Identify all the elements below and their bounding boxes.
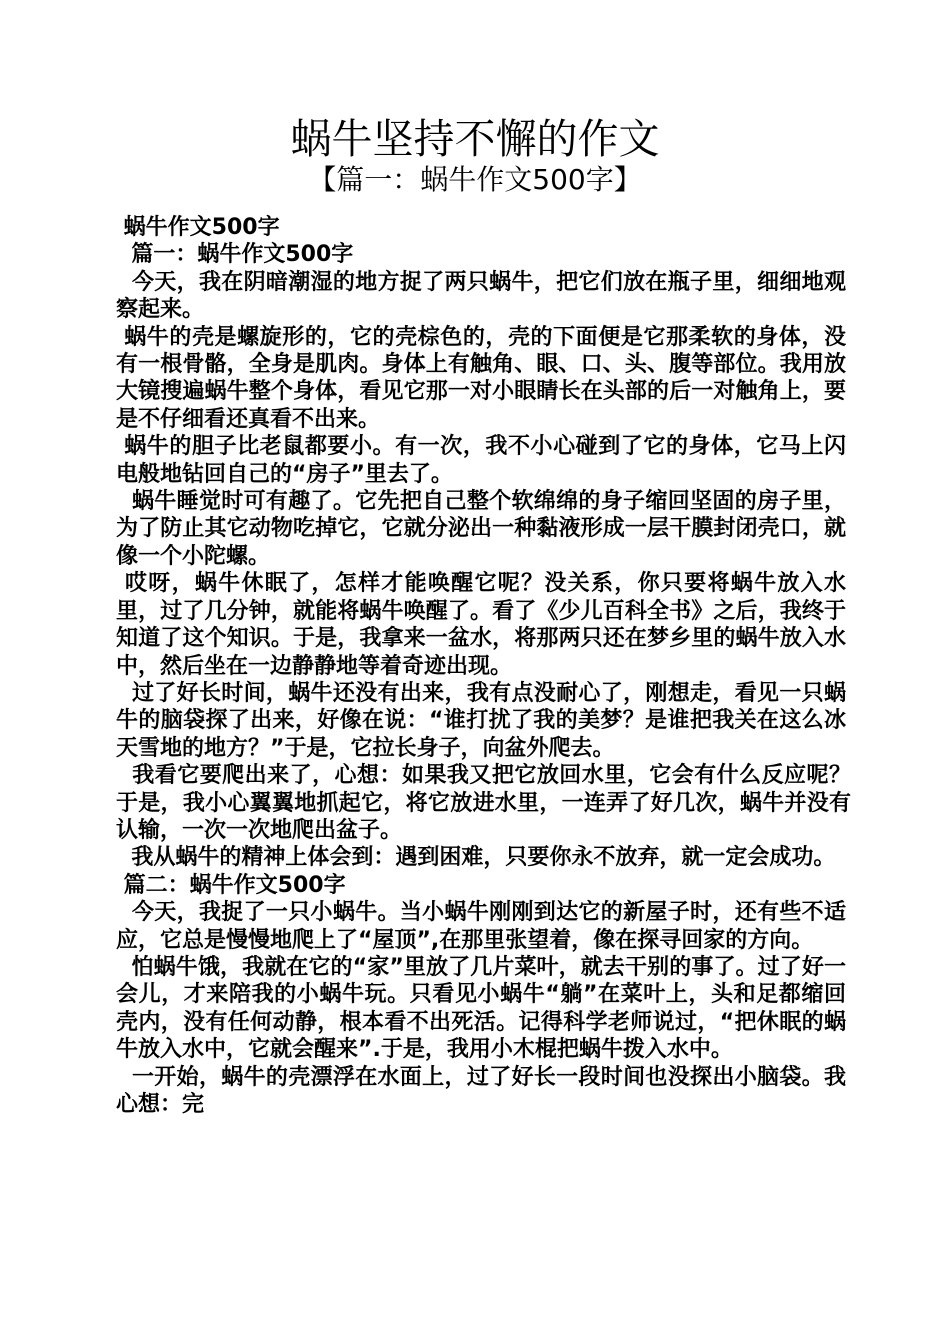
paragraph: 今天，我在阴暗潮湿的地方捉了两只蜗牛，把它们放在瓶子里，细细地观察起来。 — [116, 269, 846, 323]
paragraph: 怕蜗牛饿，我就在它的“家”里放了几片菜叶，就去干别的事了。过了好一会儿，才来陪我的小蜗牛玩。只看见小蜗牛“躺”在菜叶上，头和足都缩回壳内，没有任何动静，根本看不出死活。记得科学老师说过，“把休眠的蜗牛放入水中，它就会醒来”.于是，我用小木棍把蜗牛拨入水中。 — [116, 954, 846, 1063]
paragraph-heading: 蜗牛作文500字 — [116, 215, 280, 240]
paragraph-section-heading: 篇一：蜗牛作文500字 — [116, 242, 354, 268]
paragraph: 蜗牛的壳是螺旋形的，它的壳棕色的，壳的下面便是它那柔软的身体，没有一根骨骼，全身是肌肉。身体上有触角、眼、口、头、腹等部位。我用放大镜搜遍蜗牛整个身体，看见它那一对小眼睛长在头部的后一对触角上，要是不仔细看还真看不出来。 — [116, 324, 846, 432]
paragraph: 我从蜗牛的精神上体会到：遇到困难，只要你永不放弃，就一定会成功。 — [116, 845, 836, 871]
paragraph: 蜗牛睡觉时可有趣了。它先把自己整个软绵绵的身子缩回坚固的房子里，为了防止其它动物吃掉它，它就分泌出一种黏液形成一层干膜封闭壳口，就像一个小陀螺。 — [116, 489, 846, 569]
paragraph: 一开始，蜗牛的壳漂浮在水面上，过了好长一段时间也没探出小脑袋。我心想：完 — [116, 1064, 846, 1117]
document-subtitle: 【篇一：蜗牛作文500字】 — [308, 163, 642, 196]
paragraph: 过了好长时间，蜗牛还没有出来，我有点没耐心了，刚想走，看见一只蜗牛的脑袋探了出来，好像在说：“谁打扰了我的美梦？是谁把我关在这么冰天雪地的地方？”于是，它拉长身子，向盆外爬去。 — [116, 680, 846, 761]
paragraph: 哎呀，蜗牛休眠了，怎样才能唤醒它呢？没关系，你只要将蜗牛放入水里，过了几分钟，就能将蜗牛唤醒了。看了《少儿百科全书》之后，我终于知道了这个知识。于是，我拿来一盆水，将那两只还在梦乡里的蜗牛放入水中，然后坐在一边静静地等着奇迹出现。 — [116, 571, 846, 679]
paragraph-section-heading: 篇二：蜗牛作文500字 — [116, 872, 346, 898]
document-body — [116, 214, 851, 1118]
paragraph: 蜗牛的胆子比老鼠都要小。有一次，我不小心碰到了它的身体，它马上闪电般地钻回自己的“房子”里去了。 — [116, 434, 846, 487]
paragraph: 我看它要爬出来了，心想：如果我又把它放回水里，它会有什么反应呢？于是，我小心翼翼地抓起它，将它放进水里，一连弄了好几次，蜗牛并没有认输，一次一次地爬出盆子。 — [116, 763, 851, 843]
paragraph: 今天，我捉了一只小蜗牛。当小蜗牛刚刚到达它的新屋子时，还有些不适应，它总是慢慢地爬上了“屋顶”,在那里张望着，像在探寻回家的方向。 — [116, 900, 846, 953]
document-title: 蜗牛坚持不懈的作文 — [290, 115, 660, 163]
